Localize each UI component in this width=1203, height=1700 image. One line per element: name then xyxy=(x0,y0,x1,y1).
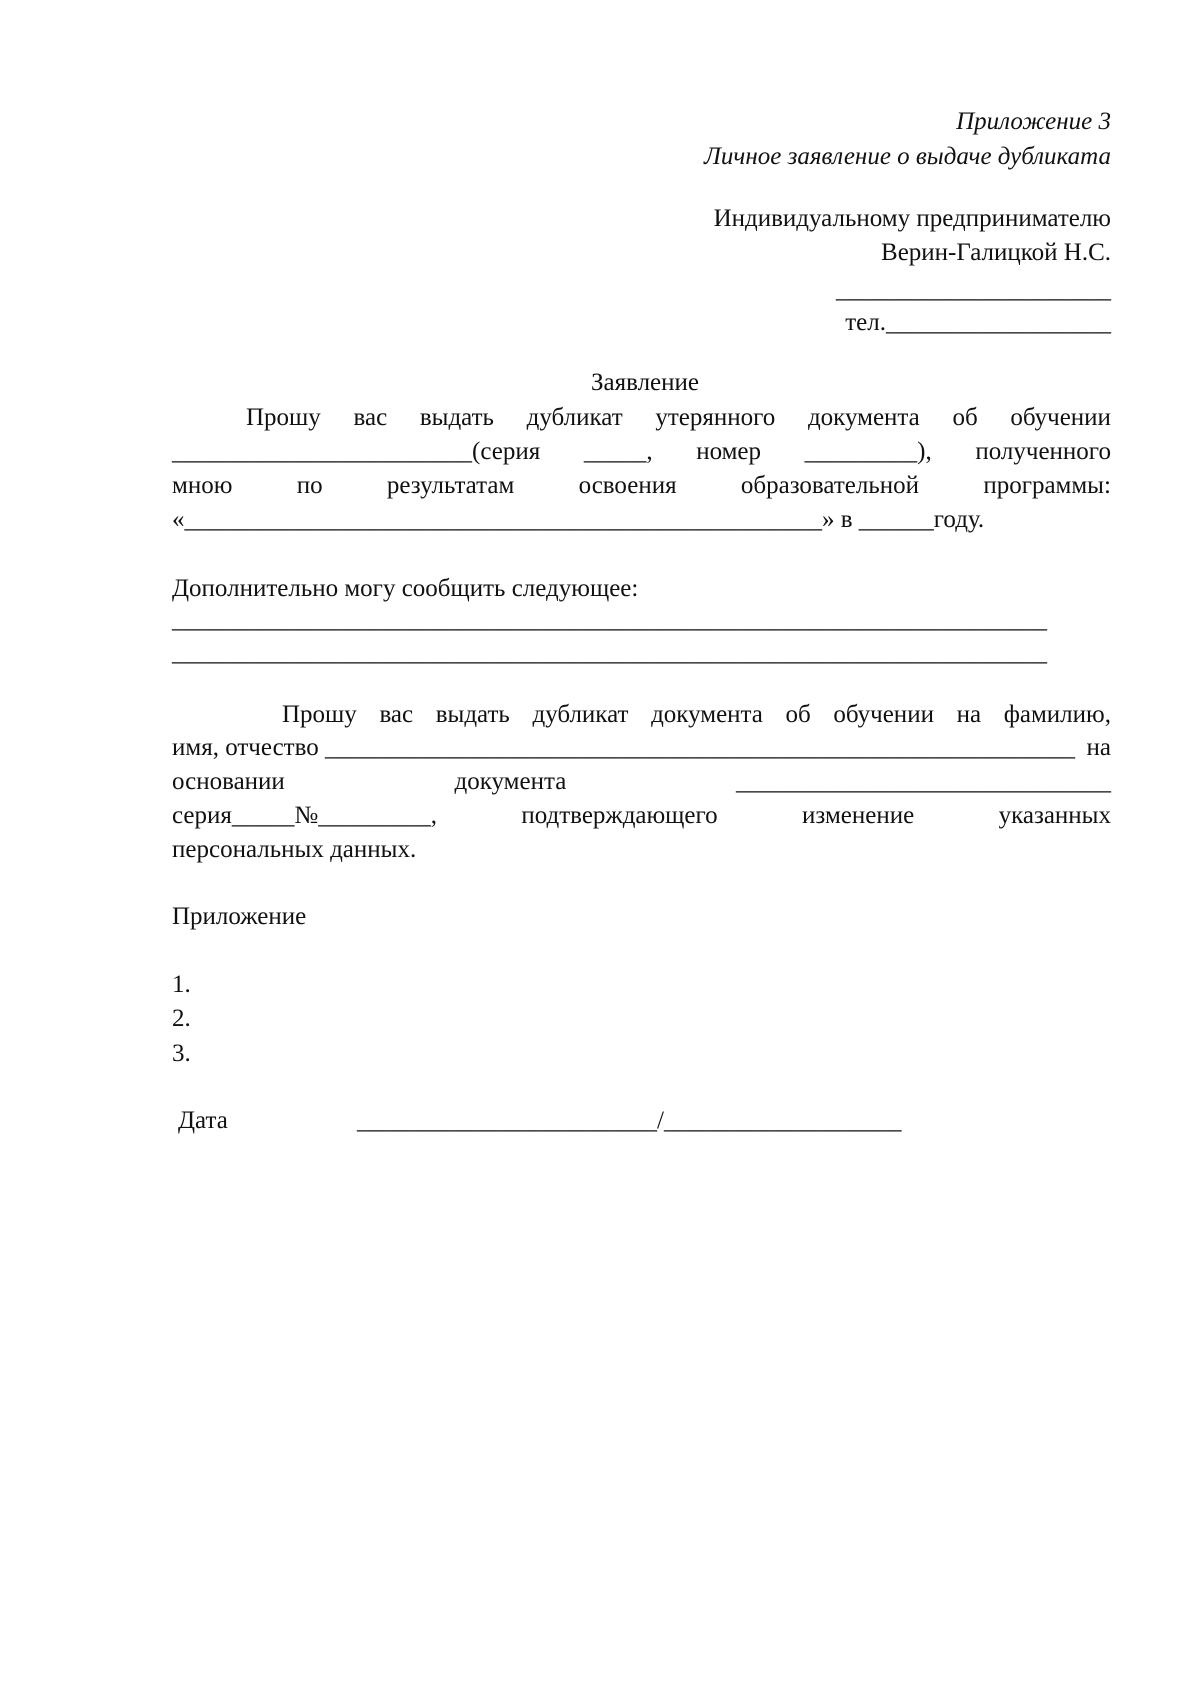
p1l1-w7: обучении xyxy=(1010,404,1111,431)
p1l1-w6: об xyxy=(952,404,978,431)
p2l1-w2: выдать xyxy=(435,701,510,728)
p1l2-w2: номер xyxy=(696,438,762,465)
additional-info-blank-2: ______________________________________________________________________ xyxy=(172,639,1047,666)
p1l3-w5: программы: xyxy=(983,472,1111,499)
p2l4-w1: подтверждающего xyxy=(521,802,718,829)
p2l1-w8: фамилию, xyxy=(1003,701,1111,728)
attachment-item-1: 1. xyxy=(172,971,191,998)
p2l1-w3: дубликат xyxy=(532,701,629,728)
p1l2-w4: полученного xyxy=(975,438,1111,465)
p2l1-w5: об xyxy=(785,701,811,728)
p2l4-w0: серия_____№_________, xyxy=(172,802,437,829)
p1l3-w4: образовательной xyxy=(740,472,920,499)
p1l3-w1: по xyxy=(296,472,323,499)
p1l3-w2: результатам xyxy=(386,472,515,499)
addressee-line-1: Индивидуальному предпринимателю xyxy=(713,205,1111,232)
p1l1-w2: выдать xyxy=(419,404,494,431)
p2l1-w0: Прошу xyxy=(282,701,357,728)
signature-blank: ________________________/___________________ xyxy=(357,1107,902,1134)
additional-info-blank-1: ______________________________________________________________________ xyxy=(172,606,1047,633)
addressee-line-2: Верин-Галицкой Н.С. xyxy=(881,239,1111,266)
attachments-label: Приложение xyxy=(172,903,307,930)
paragraph1-line-3 xyxy=(172,471,1111,501)
paragraph1-line-1 xyxy=(246,403,1111,433)
p2l4-w2: изменение xyxy=(802,802,915,829)
p1l1-w3: дубликат xyxy=(526,404,623,431)
document-subtitle: Личное заявление о выдаче дубликата xyxy=(703,143,1111,170)
p2l1-w1: вас xyxy=(379,701,414,728)
additional-info-label: Дополнительно могу сообщить следующее: xyxy=(172,575,639,602)
paragraph1-line-4: «___________________________________________________» в ______году. xyxy=(172,506,985,533)
p2l4-w3: указанных xyxy=(998,802,1111,829)
p1l2-w3: _________), xyxy=(804,438,932,465)
addressee-blank: ______________________ xyxy=(836,276,1111,303)
paragraph2-line-4 xyxy=(172,801,1111,831)
p1l1-w4: утерянного xyxy=(655,404,776,431)
p2l1-w7: на xyxy=(956,701,982,728)
p2l3-w1: документа xyxy=(454,768,567,795)
attachment-item-2: 2. xyxy=(172,1005,191,1032)
p2l3-w0: основании xyxy=(172,768,285,795)
p2l1-w4: документа xyxy=(651,701,763,728)
p1l2-w1: _____, xyxy=(583,438,653,465)
paragraph2-line-2 xyxy=(172,733,1111,763)
p1l3-w3: освоения xyxy=(578,472,677,499)
p2l3-w2: ______________________________ xyxy=(736,768,1111,795)
p1l1-w5: документа xyxy=(807,404,920,431)
paragraph2-line-1 xyxy=(282,700,1111,730)
p1l2-w0: ________________________(серия xyxy=(172,438,541,465)
paragraph2-line-3 xyxy=(172,767,1111,797)
p2l2-w0: имя, отчество ____________________________________________________________ xyxy=(172,734,1075,761)
document-title: Заявление xyxy=(590,369,700,396)
p1l3-w0: мною xyxy=(172,472,233,499)
attachment-item-3: 3. xyxy=(172,1040,191,1067)
p2l1-w6: обучении xyxy=(833,701,934,728)
date-label: Дата xyxy=(178,1107,228,1134)
p2l2-w1: на xyxy=(1086,734,1111,761)
p1l1-w1: вас xyxy=(353,404,388,431)
addressee-phone: тел.__________________ xyxy=(845,309,1111,336)
paragraph2-line-5: персональных данных. xyxy=(172,836,417,863)
paragraph1-line-2 xyxy=(172,437,1111,467)
p1l1-w0: Прошу xyxy=(246,404,321,431)
appendix-number: Приложение 3 xyxy=(956,108,1111,135)
